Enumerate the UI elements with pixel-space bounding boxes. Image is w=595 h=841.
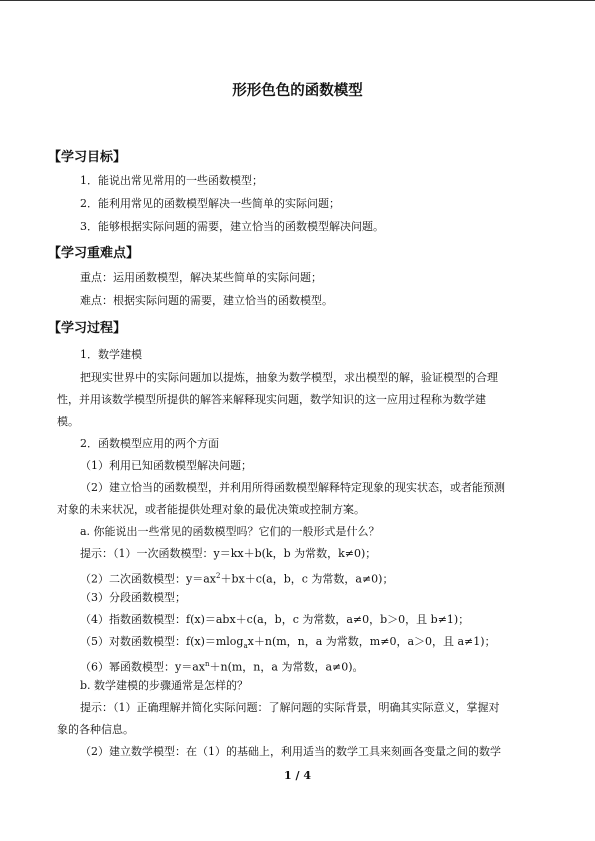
model-item (80, 634, 496, 654)
paragraph-line: 把现实世界中的实际问题加以提炼，抽象为数学模型，求出模型的解，验证模型的合理 (80, 371, 498, 384)
model-text: ＋bx＋c(a，b，c 为常数，a≠0)； (220, 572, 394, 586)
model-item: （3）分段函数模型； (80, 591, 186, 604)
model-item: （4）指数函数模型：f(x)＝abx＋c(a，b，c 为常数，a≠0，b＞0，且 b≠1)； (80, 613, 470, 626)
paragraph-line: （1）利用已知函数模型解决问题； (80, 459, 252, 472)
question: b. 数学建模的步骤通常是怎样的？ (80, 679, 249, 692)
paragraph-line: （2）建立恰当的函数模型，并利用所得函数模型解释特定现象的现实状态，或者能预测 (80, 481, 505, 494)
question: a. 你能说出一些常见的函数模型吗？它们的一般形式是什么？ (80, 525, 380, 538)
paragraph-line: 象的各种信息。 (57, 723, 134, 736)
model-text: （2）二次函数模型：y＝ax (80, 572, 216, 586)
section-heading-process: 【学习过程】 (48, 321, 127, 336)
key-point: 重点：运用函数模型，解决某些简单的实际问题； (80, 271, 322, 284)
superscript: n (204, 660, 210, 668)
page-number: 1 / 4 (284, 769, 311, 782)
paragraph-line: 提示：（1）正确理解并简化实际问题：了解问题的实际背景，明确其实际意义，掌握对 (80, 701, 500, 714)
paragraph-line: （2）建立数学模型：在（1）的基础上，利用适当的数学工具来刻画各变量之间的数学 (80, 745, 501, 758)
paragraph-line: 模。 (57, 415, 79, 428)
paragraph-line: 性，并用该数学模型所提供的解答来解释现实问题，数学知识的这一应用过程称为数学建 (57, 393, 486, 406)
page-title: 形形色色的函数模型 (232, 83, 363, 99)
subscript: a (243, 642, 248, 651)
section-heading-goals: 【学习目标】 (48, 150, 127, 165)
section-heading-key: 【学习重难点】 (48, 246, 140, 261)
goal-item: 1．能说出常见常用的一些函数模型； (80, 174, 263, 187)
subheading: 1．数学建模 (80, 348, 142, 361)
paragraph-line: 对象的未来状况，或者能提供处理对象的最优决策或控制方案。 (57, 503, 365, 516)
superscript: 2 (215, 572, 221, 580)
model-text: （5）对数函数模型：f(x)＝mlog (80, 635, 244, 648)
model-item: 提示：（1）一次函数模型：y＝kx＋b(k，b 为常数，k≠0)； (80, 547, 377, 560)
key-point: 难点：根据实际问题的需要，建立恰当的函数模型。 (80, 294, 333, 307)
model-item (80, 656, 364, 676)
top-rule (0, 0, 595, 1)
model-text: x＋n(m，n，a 为常数，m≠0，a＞0，且 a≠1)； (247, 635, 496, 648)
goal-item: 3．能够根据实际问题的需要，建立恰当的函数模型解决问题。 (80, 220, 384, 233)
subheading: 2．函数模型应用的两个方面 (80, 437, 219, 450)
model-item (80, 568, 393, 588)
model-text: ＋n(m，n，a 为常数，a≠0)。 (209, 660, 364, 674)
goal-item: 2．能利用常见的函数模型解决一些简单的实际问题； (80, 197, 340, 210)
model-text: （6）幂函数模型：y＝ax (80, 660, 205, 674)
